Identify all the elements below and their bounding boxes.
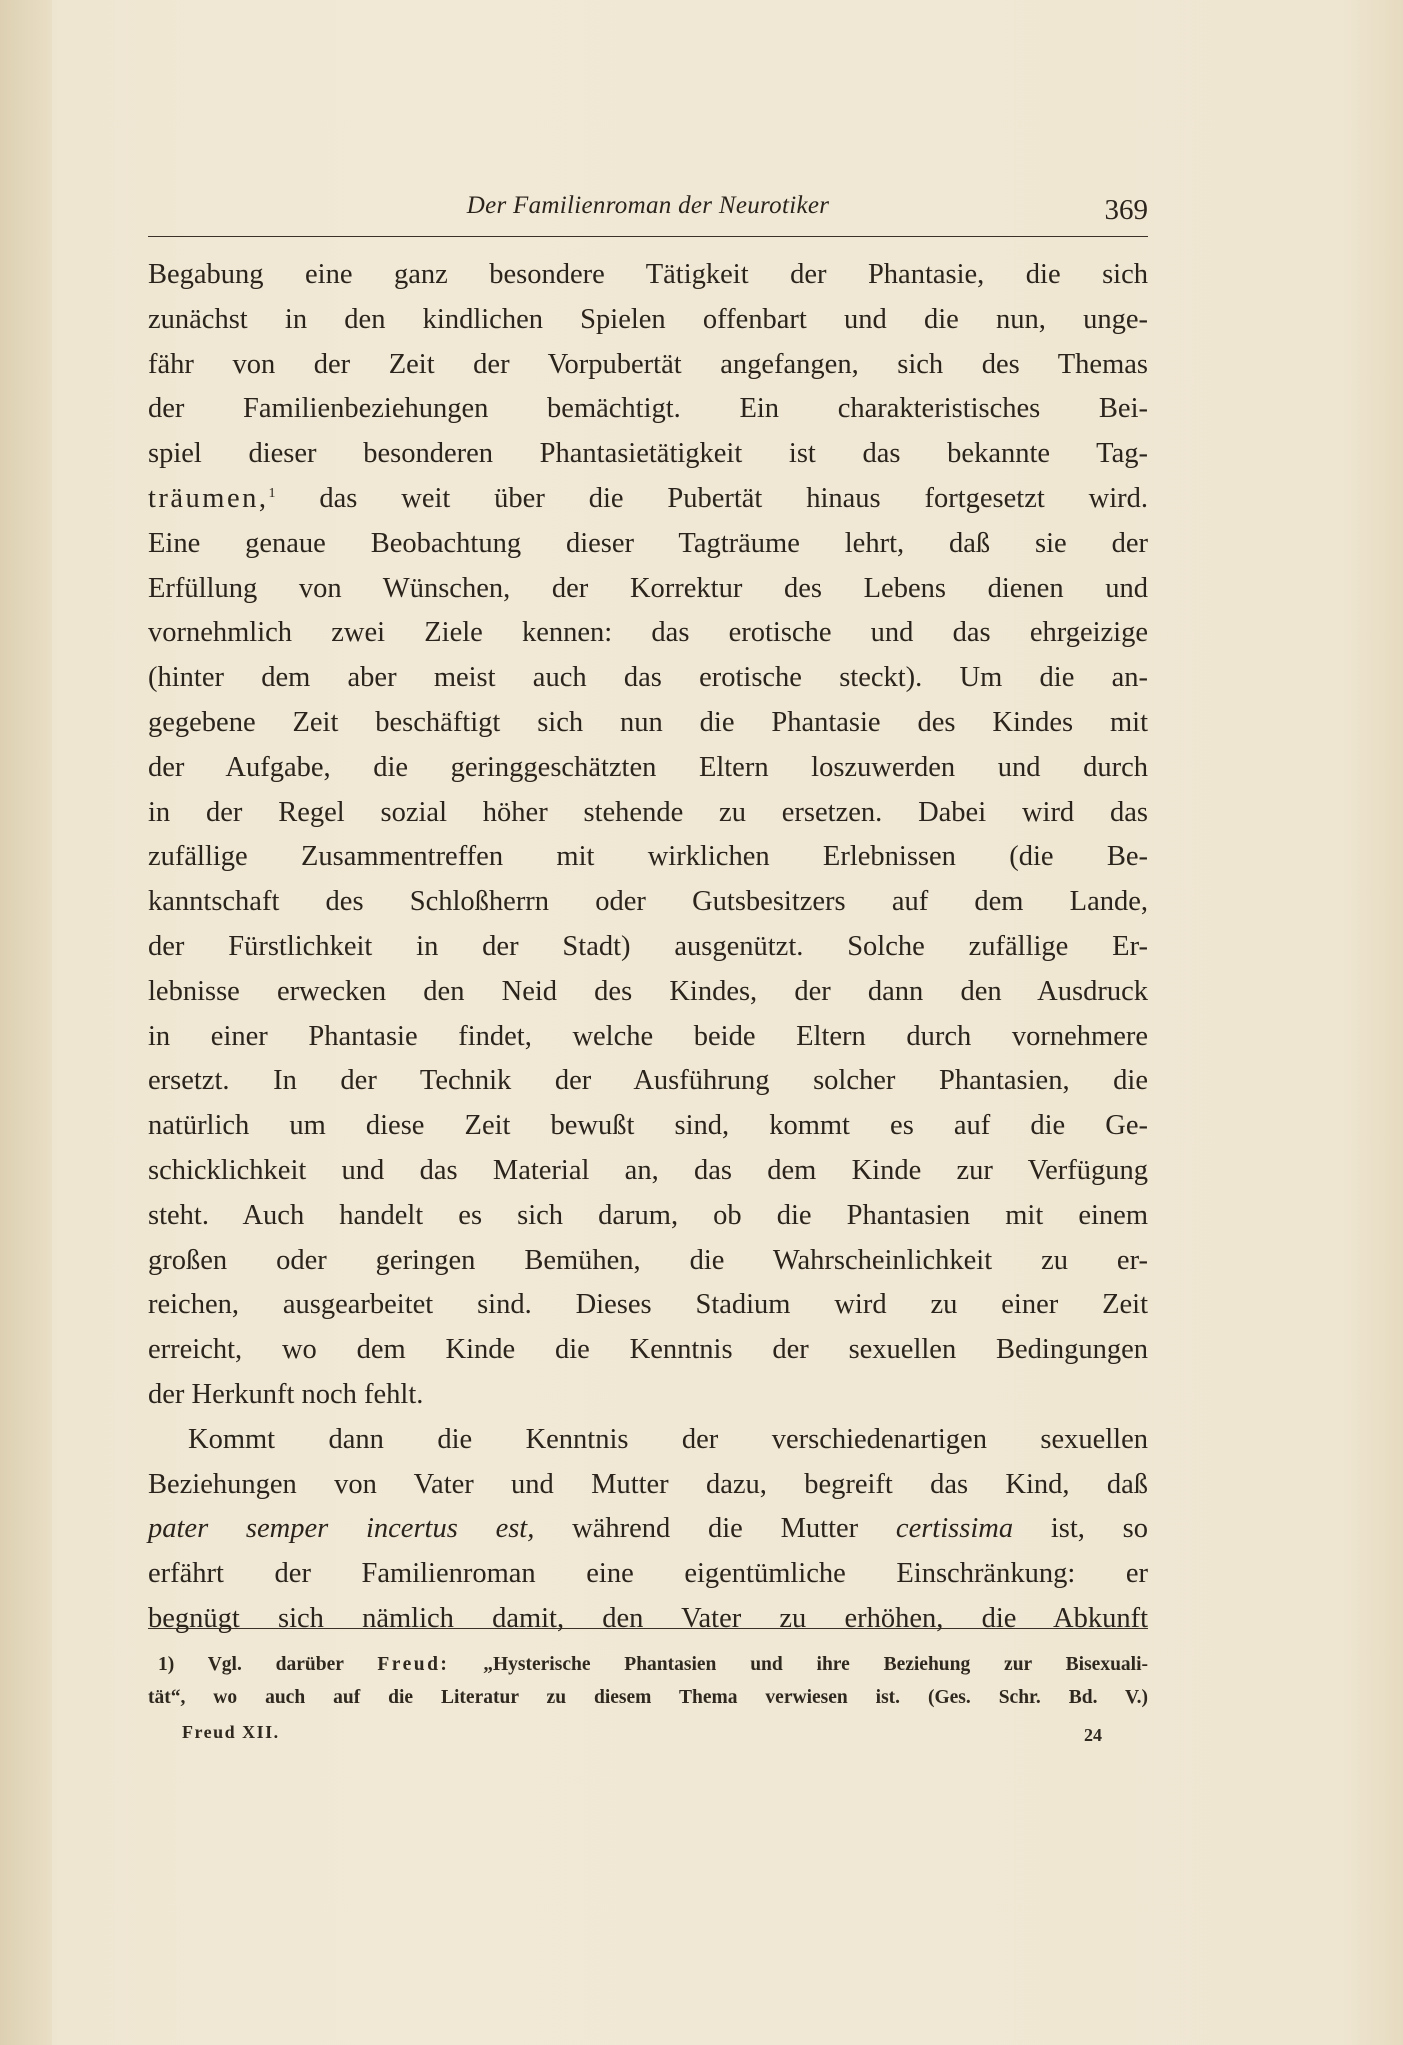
spaced-word: träumen, [148, 482, 269, 514]
page-number: 369 [1104, 194, 1148, 226]
footnote-number: 1) [158, 1654, 175, 1675]
footnote-line [148, 1648, 1148, 1681]
text-line: vornehmlich zwei Ziele kennen: das erotische und das ehrgeizige [148, 617, 1148, 649]
text-line: Erfüllung von Wünschen, der Korrektur des Lebens dienen und [148, 572, 1148, 604]
italic-phrase: certissima [895, 1513, 1014, 1545]
text-line: Kommt dann die Kenntnis der verschiedenartigen sexuellen [188, 1423, 1148, 1455]
text-segment: ist, so [1050, 1513, 1149, 1545]
footnote-text: „Hysterische Phantasien und ihre Beziehung zur Bisexuali- [483, 1654, 1149, 1675]
footnote-lead: Vgl. darüber [207, 1654, 344, 1675]
running-title: Der Familienroman der Neurotiker [466, 192, 830, 219]
text-line: begnügt sich nämlich damit, den Vater zu erhöhen, die Abkunft [148, 1602, 1148, 1634]
text-line: Beziehungen von Vater und Mutter dazu, begreift das Kind, daß [148, 1468, 1148, 1500]
text-line: erfährt der Familienroman eine eigentümliche Einschränkung: er [148, 1558, 1148, 1590]
footnote-marker: 1 [268, 485, 276, 501]
text-line: großen oder geringen Bemühen, die Wahrscheinlichkeit zu er- [148, 1244, 1148, 1276]
running-header [148, 192, 1148, 234]
signature-label: Freud XII. [182, 1722, 280, 1742]
text-line: Begabung eine ganz besondere Tätigkeit der Phantasie, die sich [148, 259, 1148, 290]
text-line: zunächst in den kindlichen Spielen offenbart und die nun, unge- [148, 303, 1148, 335]
text-line: natürlich um diese Zeit bewußt sind, kommt es auf die Ge- [148, 1110, 1148, 1142]
text-line: (hinter dem aber meist auch das erotische steckt). Um die an- [148, 662, 1148, 694]
text-line: der Aufgabe, die geringgeschätzten Eltern loszuwerden und durch [148, 751, 1148, 783]
footnote-rule [148, 1628, 1148, 1629]
body-text [148, 253, 1148, 1642]
signature-number: 24 [1084, 1725, 1102, 1745]
text-line: schicklichkeit und das Material an, das dem Kinde zur Verfügung [148, 1154, 1148, 1186]
text-line: lebnisse erwecken den Neid des Kindes, der dann den Ausdruck [148, 975, 1148, 1007]
italic-phrase: pater semper incertus est, [148, 1513, 535, 1545]
text-line: spiel dieser besonderen Phantasietätigkeit ist das bekannte Tag- [148, 438, 1148, 470]
text-line: fähr von der Zeit der Vorpubertät angefangen, sich des Themas [148, 348, 1148, 380]
text-line: in einer Phantasie findet, welche beide Eltern durch vornehmere [148, 1020, 1148, 1052]
footnote [148, 1648, 1148, 1714]
text-segment: das weit über die Pubertät hinaus fortgesetzt wird. [319, 482, 1149, 514]
text-line: zufällige Zusammentreffen mit wirklichen Erlebnissen (die Be- [148, 841, 1148, 873]
text-line: ersetzt. In der Technik der Ausführung solcher Phantasien, die [148, 1065, 1148, 1097]
text-line: kanntschaft des Schloßherrn oder Gutsbesitzers auf dem Lande, [148, 886, 1148, 918]
footnote-author: Freud: [377, 1654, 450, 1675]
text-line: reichen, ausgearbeitet sind. Dieses Stadium wird zu einer Zeit [148, 1289, 1148, 1321]
text-line [148, 1507, 1148, 1552]
footnote-line: tät“, wo auch auf die Literatur zu diesem Thema verwiesen ist. (Ges. Schr. Bd. V.) [148, 1687, 1148, 1708]
text-line: in der Regel sozial höher stehende zu ersetzen. Dabei wird das [148, 796, 1148, 828]
page-gutter-shadow [0, 0, 52, 2045]
header-rule [148, 236, 1148, 237]
text-line: der Herkunft noch fehlt. [148, 1378, 424, 1410]
signature-footer [148, 1722, 1148, 1754]
text-line: Eine genaue Beobachtung dieser Tagträume lehrt, daß sie der [148, 527, 1148, 559]
text-line: steht. Auch handelt es sich darum, ob die Phantasien mit einem [148, 1199, 1148, 1231]
text-line: der Familienbeziehungen bemächtigt. Ein charakteristisches Bei- [148, 393, 1148, 425]
text-line: der Fürstlichkeit in der Stadt) ausgenützt. Solche zufällige Er- [148, 930, 1148, 962]
text-segment: während die Mutter [572, 1513, 859, 1545]
text-line: erreicht, wo dem Kinde die Kenntnis der sexuellen Bedingungen [148, 1334, 1148, 1366]
text-line [148, 477, 1148, 522]
text-line: gegebene Zeit beschäftigt sich nun die Phantasie des Kindes mit [148, 706, 1148, 738]
